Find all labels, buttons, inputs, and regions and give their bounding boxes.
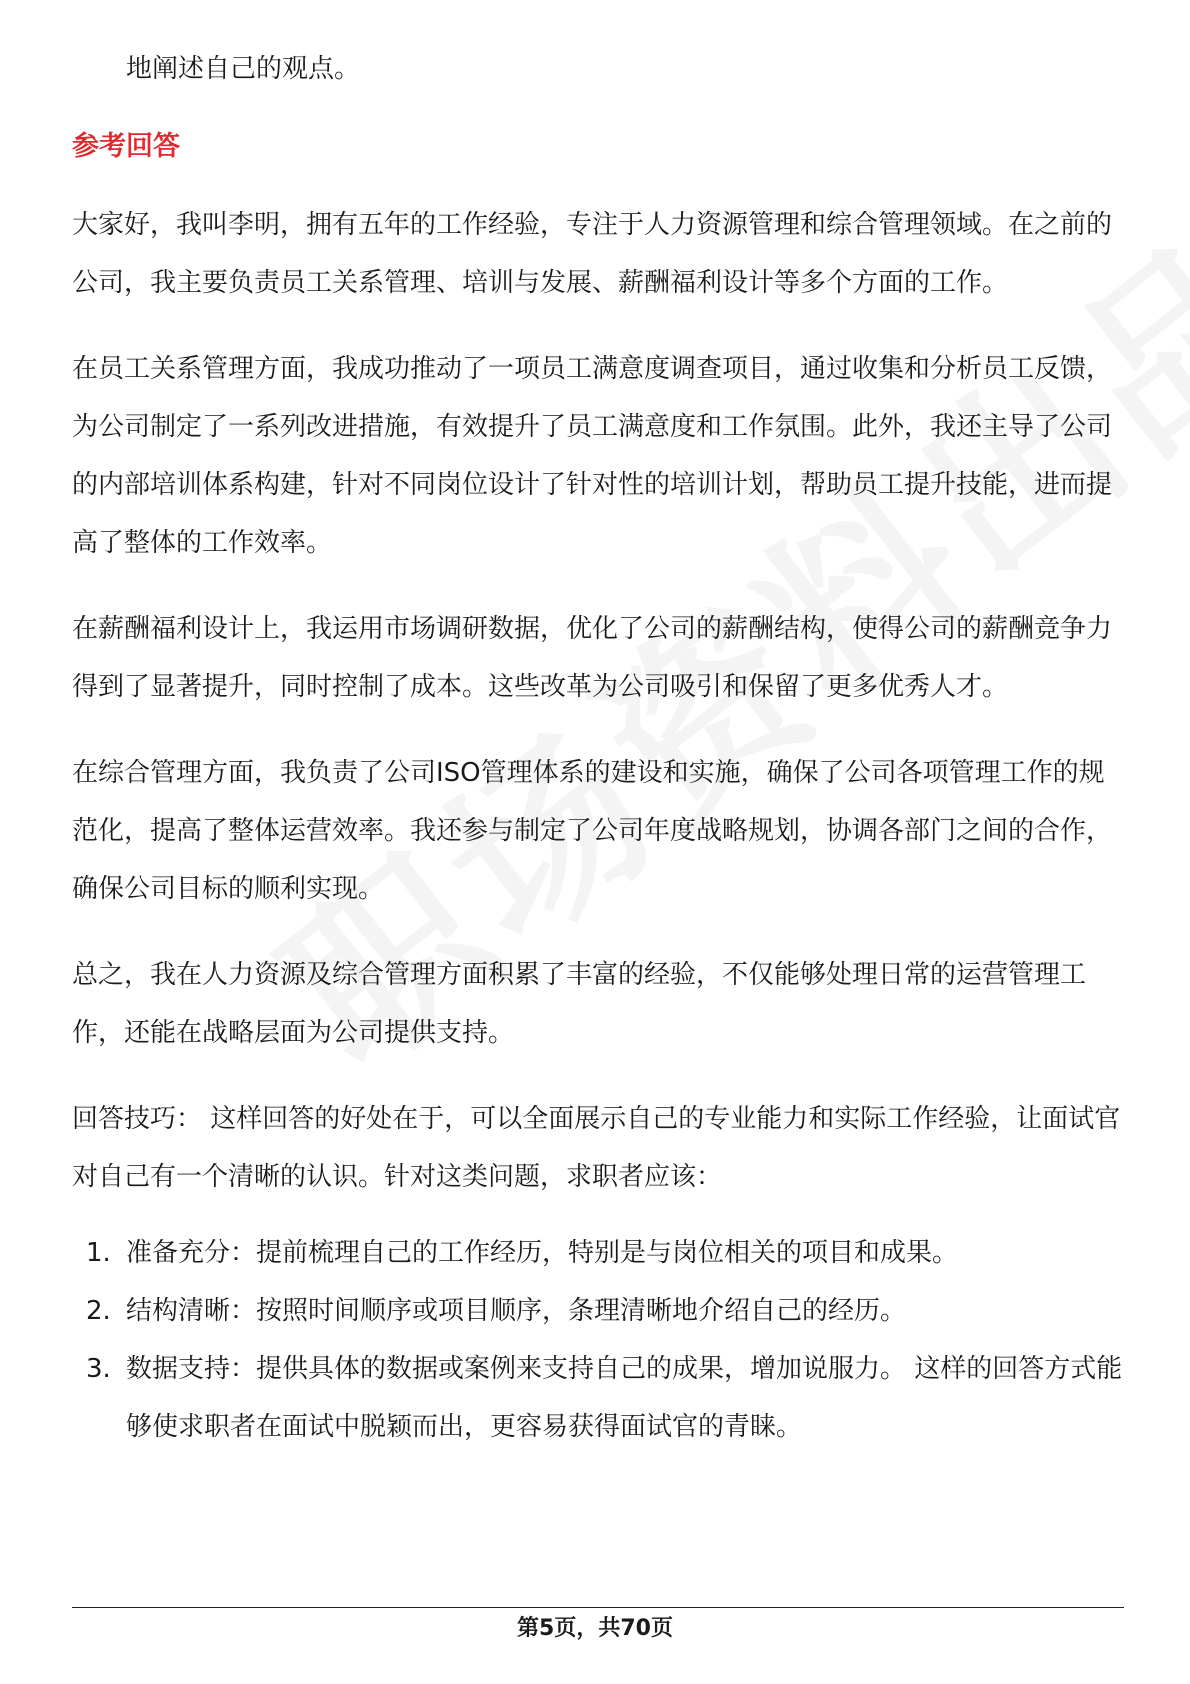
list-number: 3. [86, 1354, 111, 1384]
list-text: 数据支持：提供具体的数据或案例来支持自己的成果，增加说服力。 这样的回答方式能够使求职者在面试中脱颖而出，更容易获得面试官的青睐。 [126, 1354, 1123, 1442]
answer-paragraph-4: 在综合管理方面，我负责了公司ISO管理体系的建设和实施，确保了公司各项管理工作的规范化，提高了整体运营效率。我还参与制定了公司年度战略规划，协调各部门之间的合作，确保公司目标的顺利实现。 [72, 758, 1113, 904]
intro-tail-text: 地阐述自己的观点。 [126, 54, 361, 84]
reference-answer-heading: 参考回答 [72, 131, 180, 162]
page-content [72, 40, 1124, 1456]
tips-list [72, 1224, 1124, 1456]
footer-divider [72, 1607, 1124, 1608]
list-number: 2. [86, 1296, 111, 1326]
list-text: 结构清晰：按照时间顺序或项目顺序，条理清晰地介绍自己的经历。 [126, 1296, 907, 1326]
list-text: 准备充分：提前梳理自己的工作经历，特别是与岗位相关的项目和成果。 [126, 1238, 959, 1268]
answer-paragraph-2: 在员工关系管理方面，我成功推动了一项员工满意度调查项目，通过收集和分析员工反馈，为公司制定了一系列改进措施，有效提升了员工满意度和工作氛围。此外，我还主导了公司的内部培训体系构建，针对不同岗位设计了针对性的培训计划，帮助员工提升技能，进而提高了整体的工作效率。 [72, 354, 1113, 558]
answer-paragraph-3: 在薪酬福利设计上，我运用市场调研数据，优化了公司的薪酬结构，使得公司的薪酬竞争力得到了显著提升，同时控制了成本。这些改革为公司吸引和保留了更多优秀人才。 [72, 614, 1113, 702]
list-number: 1. [86, 1238, 111, 1268]
list-item [72, 1340, 1124, 1456]
page-number: 第5页，共70页 [517, 1616, 673, 1641]
answer-paragraph-1: 大家好，我叫李明，拥有五年的工作经验，专注于人力资源管理和综合管理领域。在之前的公司，我主要负责员工关系管理、培训与发展、薪酬福利设计等多个方面的工作。 [72, 210, 1113, 298]
list-item [72, 1282, 1124, 1340]
answer-tips-text: 回答技巧： 这样回答的好处在于，可以全面展示自己的专业能力和实际工作经验，让面试官对自己有一个清晰的认识。针对这类问题，求职者应该： [72, 1104, 1121, 1192]
list-item [72, 1224, 1124, 1282]
answer-paragraph-5: 总之，我在人力资源及综合管理方面积累了丰富的经验，不仅能够处理日常的运营管理工作，还能在战略层面为公司提供支持。 [72, 960, 1087, 1048]
